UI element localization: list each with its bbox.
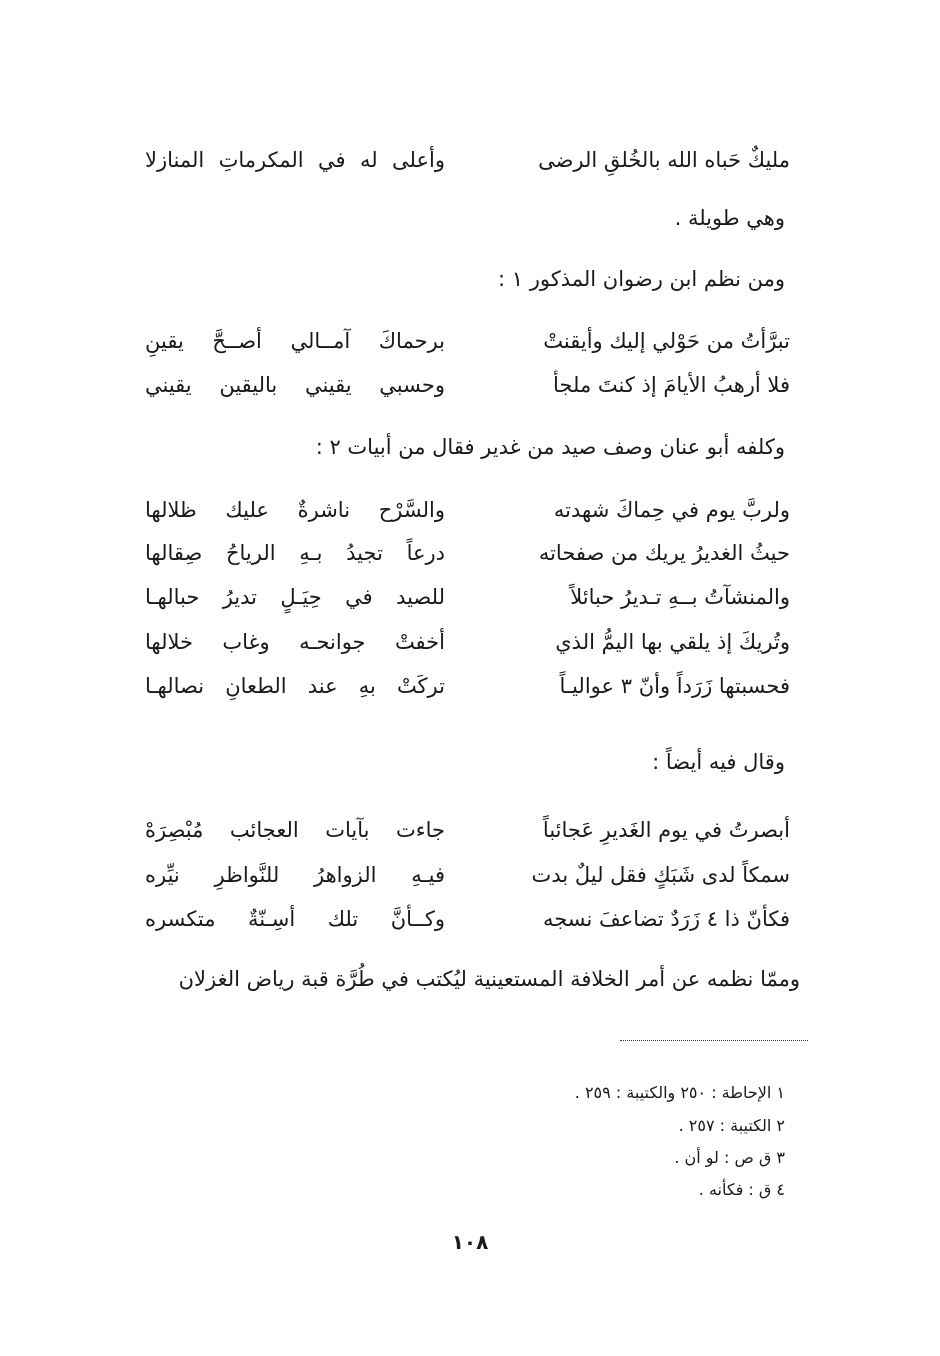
page-number: ١٠٨ xyxy=(451,1230,489,1254)
verse-first-hemistich: تبرَّأتُ من حَوْلي إليك وأيقنتْ xyxy=(543,329,790,353)
verse-second-hemistich: وحسبي يقيني باليقين يقيني xyxy=(145,373,445,397)
verse-first-hemistich: والمنشآتُ بــهِ تـديرُ حبائلاً xyxy=(570,585,790,609)
poem-verse xyxy=(140,326,790,356)
poem-verse xyxy=(140,860,790,890)
prose-line: وقال فيه أيضاً : xyxy=(652,750,785,774)
verse-second-hemistich: أخفتْ جوانحـه وغاب خلالها xyxy=(145,630,445,654)
verse-second-hemistich: تركَتْ بهِ عند الطعانِ نصالهـا xyxy=(145,674,445,698)
verse-second-hemistich: درعاً تجيدُ بـهِ الرياحُ صِقالها xyxy=(145,541,445,565)
verse-second-hemistich: وكــأنَّ تلك أسِـنّةٌ متكسره xyxy=(145,907,445,931)
poem-verse xyxy=(140,495,790,525)
footnote: ٣ ق ص : لو أن . xyxy=(674,1148,785,1167)
verse-second-hemistich: والسَّرْح ناشرةٌ عليك ظلالها xyxy=(145,498,445,522)
prose-line: ومن نظم ابن رضوان المذكور ١ : xyxy=(498,267,785,291)
verse-first-hemistich: أبصرتُ في يوم الغَديرِ عَجائباً xyxy=(542,818,790,842)
prose-line: وممّا نظمه عن أمر الخلافة المستعينية ليُكتب في طُرَّة قبة رياض الغزلان xyxy=(178,967,800,991)
verse-second-hemistich: للصيد في حِيَـلٍ تديرُ حبالهـا xyxy=(145,585,445,609)
verse-second-hemistich: جاءت بآيات العجائب مُبْصِرَهْ xyxy=(145,818,445,842)
verse-first-hemistich: مليكٌ حَباه الله بالخُلقِ الرضى xyxy=(538,148,790,172)
poem-verse xyxy=(140,370,790,400)
verse-first-hemistich: فكأنّ ذا ٤ زَرَدٌ تضاعفَ نسجه xyxy=(542,907,790,931)
verse-first-hemistich: سمكاً لدى شَبَكٍ فقل ليلٌ بدت xyxy=(531,863,790,887)
verse-second-hemistich: فيـهِ الزواهرُ للنَّواظرِ نيِّره xyxy=(145,863,445,887)
poem-verse xyxy=(140,582,790,612)
prose-line: وهي طويلة . xyxy=(674,206,785,230)
poem-verse xyxy=(140,815,790,845)
footnote: ٢ الكتيبة : ٢٥٧ . xyxy=(678,1116,785,1135)
intro-verse xyxy=(140,145,790,175)
verse-first-hemistich: فلا أرهبُ الأيامَ إذ كنتَ ملجأ xyxy=(553,373,790,397)
verse-first-hemistich: وتُريكَ إذ يلقي بها اليمُّ الذي xyxy=(555,630,790,654)
poem-verse xyxy=(140,538,790,568)
poem-verse xyxy=(140,671,790,701)
verse-second-hemistich: برحماكَ آمــالي أصــحَّ يقينِ xyxy=(145,329,445,353)
verse-first-hemistich: فحسبتها زَرَداً وأنّ ٣ عواليـاً xyxy=(559,674,790,698)
footnote-separator xyxy=(620,1040,808,1041)
poem-verse xyxy=(140,627,790,657)
verse-first-hemistich: ولربَّ يوم في حِماكَ شهدته xyxy=(553,498,790,522)
footnote: ١ الإحاطة : ٢٥٠ والكتيبة : ٢٥٩ . xyxy=(574,1083,785,1102)
verse-second-hemistich: وأعلى له في المكرماتِ المنازلا xyxy=(145,148,445,172)
verse-first-hemistich: حيثُ الغديرُ يريك من صفحاته xyxy=(538,541,790,565)
poem-verse xyxy=(140,904,790,934)
prose-line: وكلفه أبو عنان وصف صيد من غدير فقال من أبيات ٢ : xyxy=(315,435,785,459)
footnote: ٤ ق : فكأنه . xyxy=(698,1180,785,1199)
